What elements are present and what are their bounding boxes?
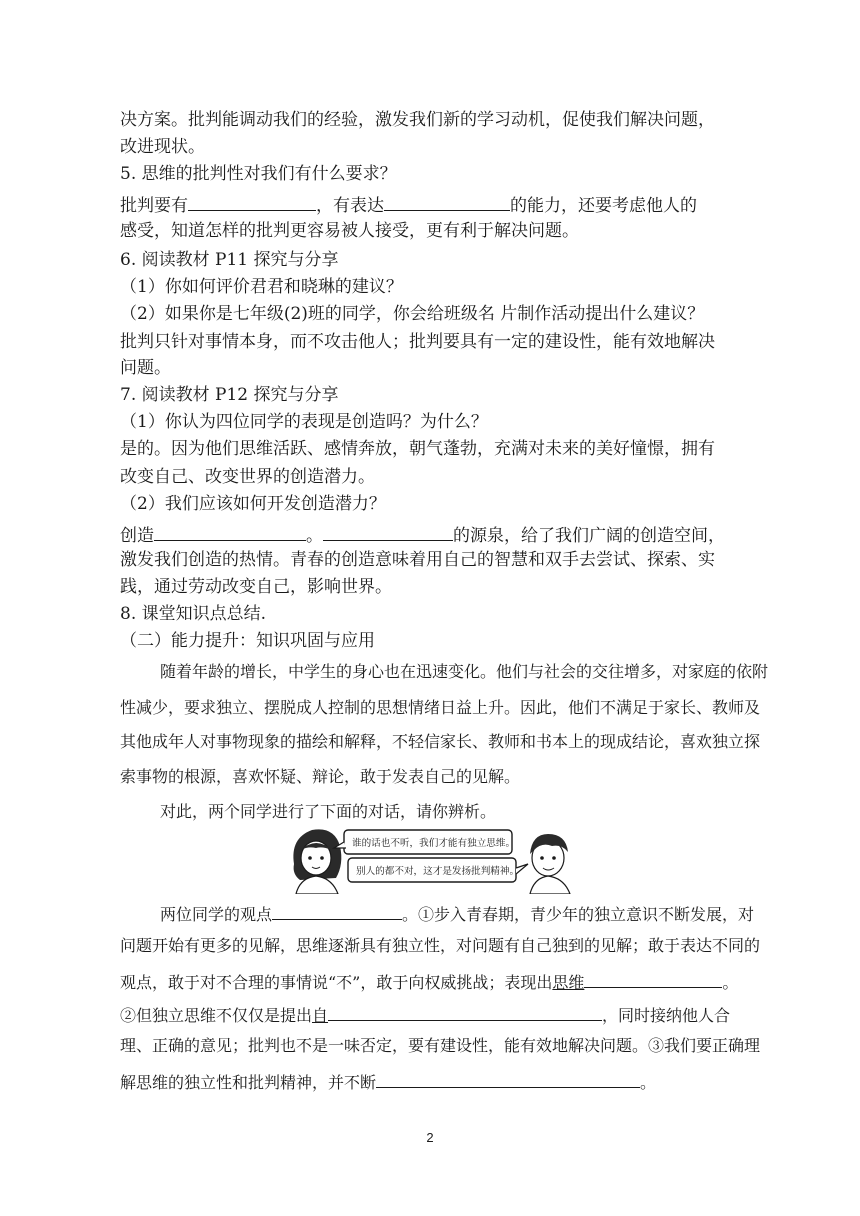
question-heading: 5. 思维的批判性对我们有什么要求？ <box>120 164 397 184</box>
answer-blank[interactable] <box>384 192 510 211</box>
svg-text:谁的话也不听，我们才能有独立思维。: 谁的话也不听，我们才能有独立思维。 <box>352 838 516 849</box>
boy-figure <box>530 834 570 894</box>
sub-question: （2）我们应该如何开发创造潜力？ <box>120 494 386 514</box>
answer-text: 问题。 <box>120 358 171 378</box>
section-heading: （二）能力提升：知识巩固与应用 <box>120 631 375 651</box>
passage-line: 索事物的根源，喜欢怀疑、辩论，敢于发表自己的见解。 <box>120 767 521 786</box>
answer-blank[interactable] <box>272 901 402 920</box>
fill-blank-line: 批判要有 ，有表达 的能力，还要考虑他人的 <box>120 192 697 217</box>
fill-blank-line: ②但独立思维不仅仅是提出自 ，同时接纳他人合 <box>120 1002 730 1027</box>
fill-blank-line: 解思维的独立性和批判精神，并不断 。 <box>120 1069 656 1094</box>
question-heading: 6. 阅读教材 P11 探究与分享 <box>120 250 339 270</box>
text-line: 改进现状。 <box>120 137 205 157</box>
answer-blank[interactable] <box>584 969 722 988</box>
fill-blank-line: 观点，敢于对不合理的事情说“不”，敢于向权威挑战；表现出思维 。 <box>120 969 738 994</box>
fill-blank-line: 创造 。 的源泉，给了我们广阔的创造空间， <box>120 522 725 547</box>
answer-blank[interactable] <box>376 1069 640 1088</box>
sub-question: （1）你认为四位同学的表现是创造吗？为什么？ <box>120 412 488 432</box>
page-number: 2 <box>426 1130 434 1145</box>
answer-text: 是的。因为他们思维活跃、感情奔放，朝气蓬勃，充满对未来的美好憧憬，拥有 <box>120 439 715 459</box>
text-line: 践，通过劳动改变自己，影响世界。 <box>120 577 392 597</box>
sub-question: （2）如果你是七年级(2)班的同学，你会给班级名 片制作活动提出什么建议？ <box>120 304 705 324</box>
fill-blank-line: 两位同学的观点 。①步入青春期，青少年的独立意识不断发展，对 <box>160 901 754 926</box>
answer-blank[interactable] <box>188 192 316 211</box>
passage-line: 其他成年人对事物现象的描绘和解释，不轻信家长、教师和书本上的现成结论，喜欢独立探 <box>120 732 761 751</box>
passage-line: 理、正确的意见；批判也不是一味否定，要有建设性，能有效地解决问题。③我们要正确理 <box>120 1036 761 1055</box>
passage-line: 随着年龄的增长，中学生的身心也在迅速变化。他们与社会的交往增多，对家庭的依附 <box>160 662 769 681</box>
svg-text:别人的都不对，这才是发扬批判精神。: 别人的都不对，这才是发扬批判精神。 <box>356 866 520 877</box>
boy-speech-bubble <box>348 858 528 882</box>
girl-figure <box>293 829 341 894</box>
answer-blank[interactable] <box>328 1002 602 1021</box>
dialogue-cartoon <box>286 824 576 894</box>
sub-question: （1）你如何评价君君和晓琳的建议？ <box>120 277 403 297</box>
answer-text: 改变自己、改变世界的创造潜力。 <box>120 467 375 487</box>
answer-blank[interactable] <box>154 522 306 541</box>
answer-text: 批判只针对事情本身，而不攻击他人；批判要具有一定的建设性，能有效地解决 <box>120 332 715 352</box>
passage-line: 性减少，要求独立、摆脱成人控制的思想情绪日益上升。因此，他们不满足于家长、教师及 <box>120 698 761 717</box>
text-line: 决方案。批判能调动我们的经验，激发我们新的学习动机，促使我们解决问题， <box>120 110 715 130</box>
question-heading: 8. 课堂知识点总结. <box>120 604 267 624</box>
question-heading: 7. 阅读教材 P12 探究与分享 <box>120 385 339 405</box>
passage-line: 对此，两个同学进行了下面的对话，请你辨析。 <box>160 802 497 821</box>
text-line: 感受，知道怎样的批判更容易被人接受，更有利于解决问题。 <box>120 221 579 241</box>
passage-line: 问题开始有更多的见解，思维逐渐具有独立性，对问题有自己独到的见解；敢于表达不同的 <box>120 936 761 955</box>
text-line: 激发我们创造的热情。青春的创造意味着用自己的智慧和双手去尝试、探索、实 <box>120 550 715 570</box>
answer-blank[interactable] <box>323 522 453 541</box>
girl-speech-bubble <box>334 830 515 854</box>
